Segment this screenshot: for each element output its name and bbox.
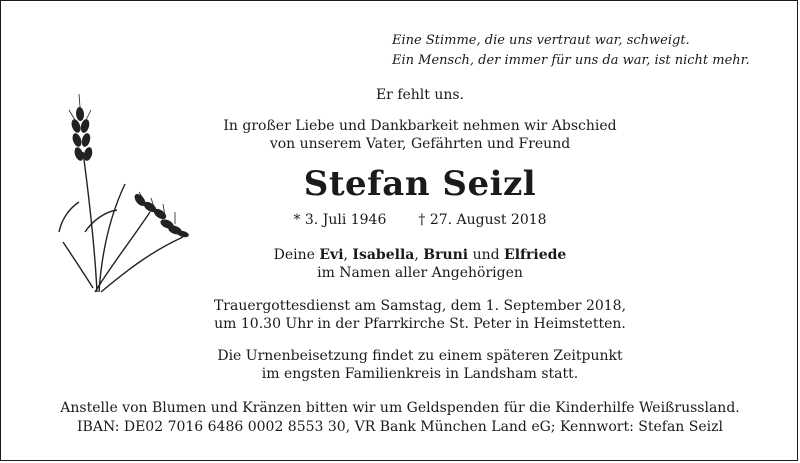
family-name-2: Isabella: [352, 247, 415, 263]
missing-text: Er fehlt uns.: [375, 87, 465, 103]
death-date: † 27. August 2018: [418, 212, 547, 228]
quote-line-1: Eine Stimme, die uns vertraut war, schweigt.: [392, 33, 690, 48]
family-name-4: Elfriede: [504, 247, 567, 263]
service-line-2: um 10.30 Uhr in der Pfarrkirche St. Peter in Heimstetten.: [214, 316, 626, 332]
family-separator: ,: [414, 247, 424, 263]
family-name-1: Evi: [319, 247, 344, 263]
family-line-1: [220, 246, 620, 264]
farewell-line-2: von unserem Vater, Gefährten und Freund: [269, 136, 571, 152]
birth-date: * 3. Juli 1946: [293, 212, 387, 228]
family-prefix: Deine: [273, 247, 320, 263]
wheat-icon: [55, 92, 190, 302]
quote: [392, 31, 792, 71]
life-dates: [250, 211, 590, 229]
farewell-text: [200, 117, 640, 153]
family-signature: [220, 246, 620, 282]
family-line-2: im Namen aller Angehörigen: [317, 265, 523, 281]
urn-line-2: im engsten Familienkreis in Landsham statt.: [261, 366, 579, 382]
urn-line-1: Die Urnenbeisetzung findet zu einem späteren Zeitpunkt: [217, 348, 623, 364]
deceased-name: Stefan Seizl: [303, 164, 537, 204]
family-name-3: Bruni: [423, 247, 469, 263]
quote-line-2: Ein Mensch, der immer für uns da war, ist nicht mehr.: [392, 53, 750, 68]
donation-info: [20, 399, 780, 437]
urn-info: [200, 347, 640, 383]
donation-line-2: IBAN: DE02 7016 6486 0002 8553 30, VR Bank München Land eG; Kennwort: Stefan Seizl: [77, 419, 723, 435]
family-separator: ,: [343, 247, 353, 263]
service-info: [200, 297, 640, 333]
farewell-line-1: In großer Liebe und Dankbarkeit nehmen wir Abschied: [223, 118, 617, 134]
family-separator: und: [468, 247, 505, 263]
service-line-1: Trauergottesdienst am Samstag, dem 1. September 2018,: [213, 298, 627, 314]
donation-line-1: Anstelle von Blumen und Kränzen bitten wir um Geldspenden für die Kinderhilfe Weißrussland.: [60, 400, 740, 416]
